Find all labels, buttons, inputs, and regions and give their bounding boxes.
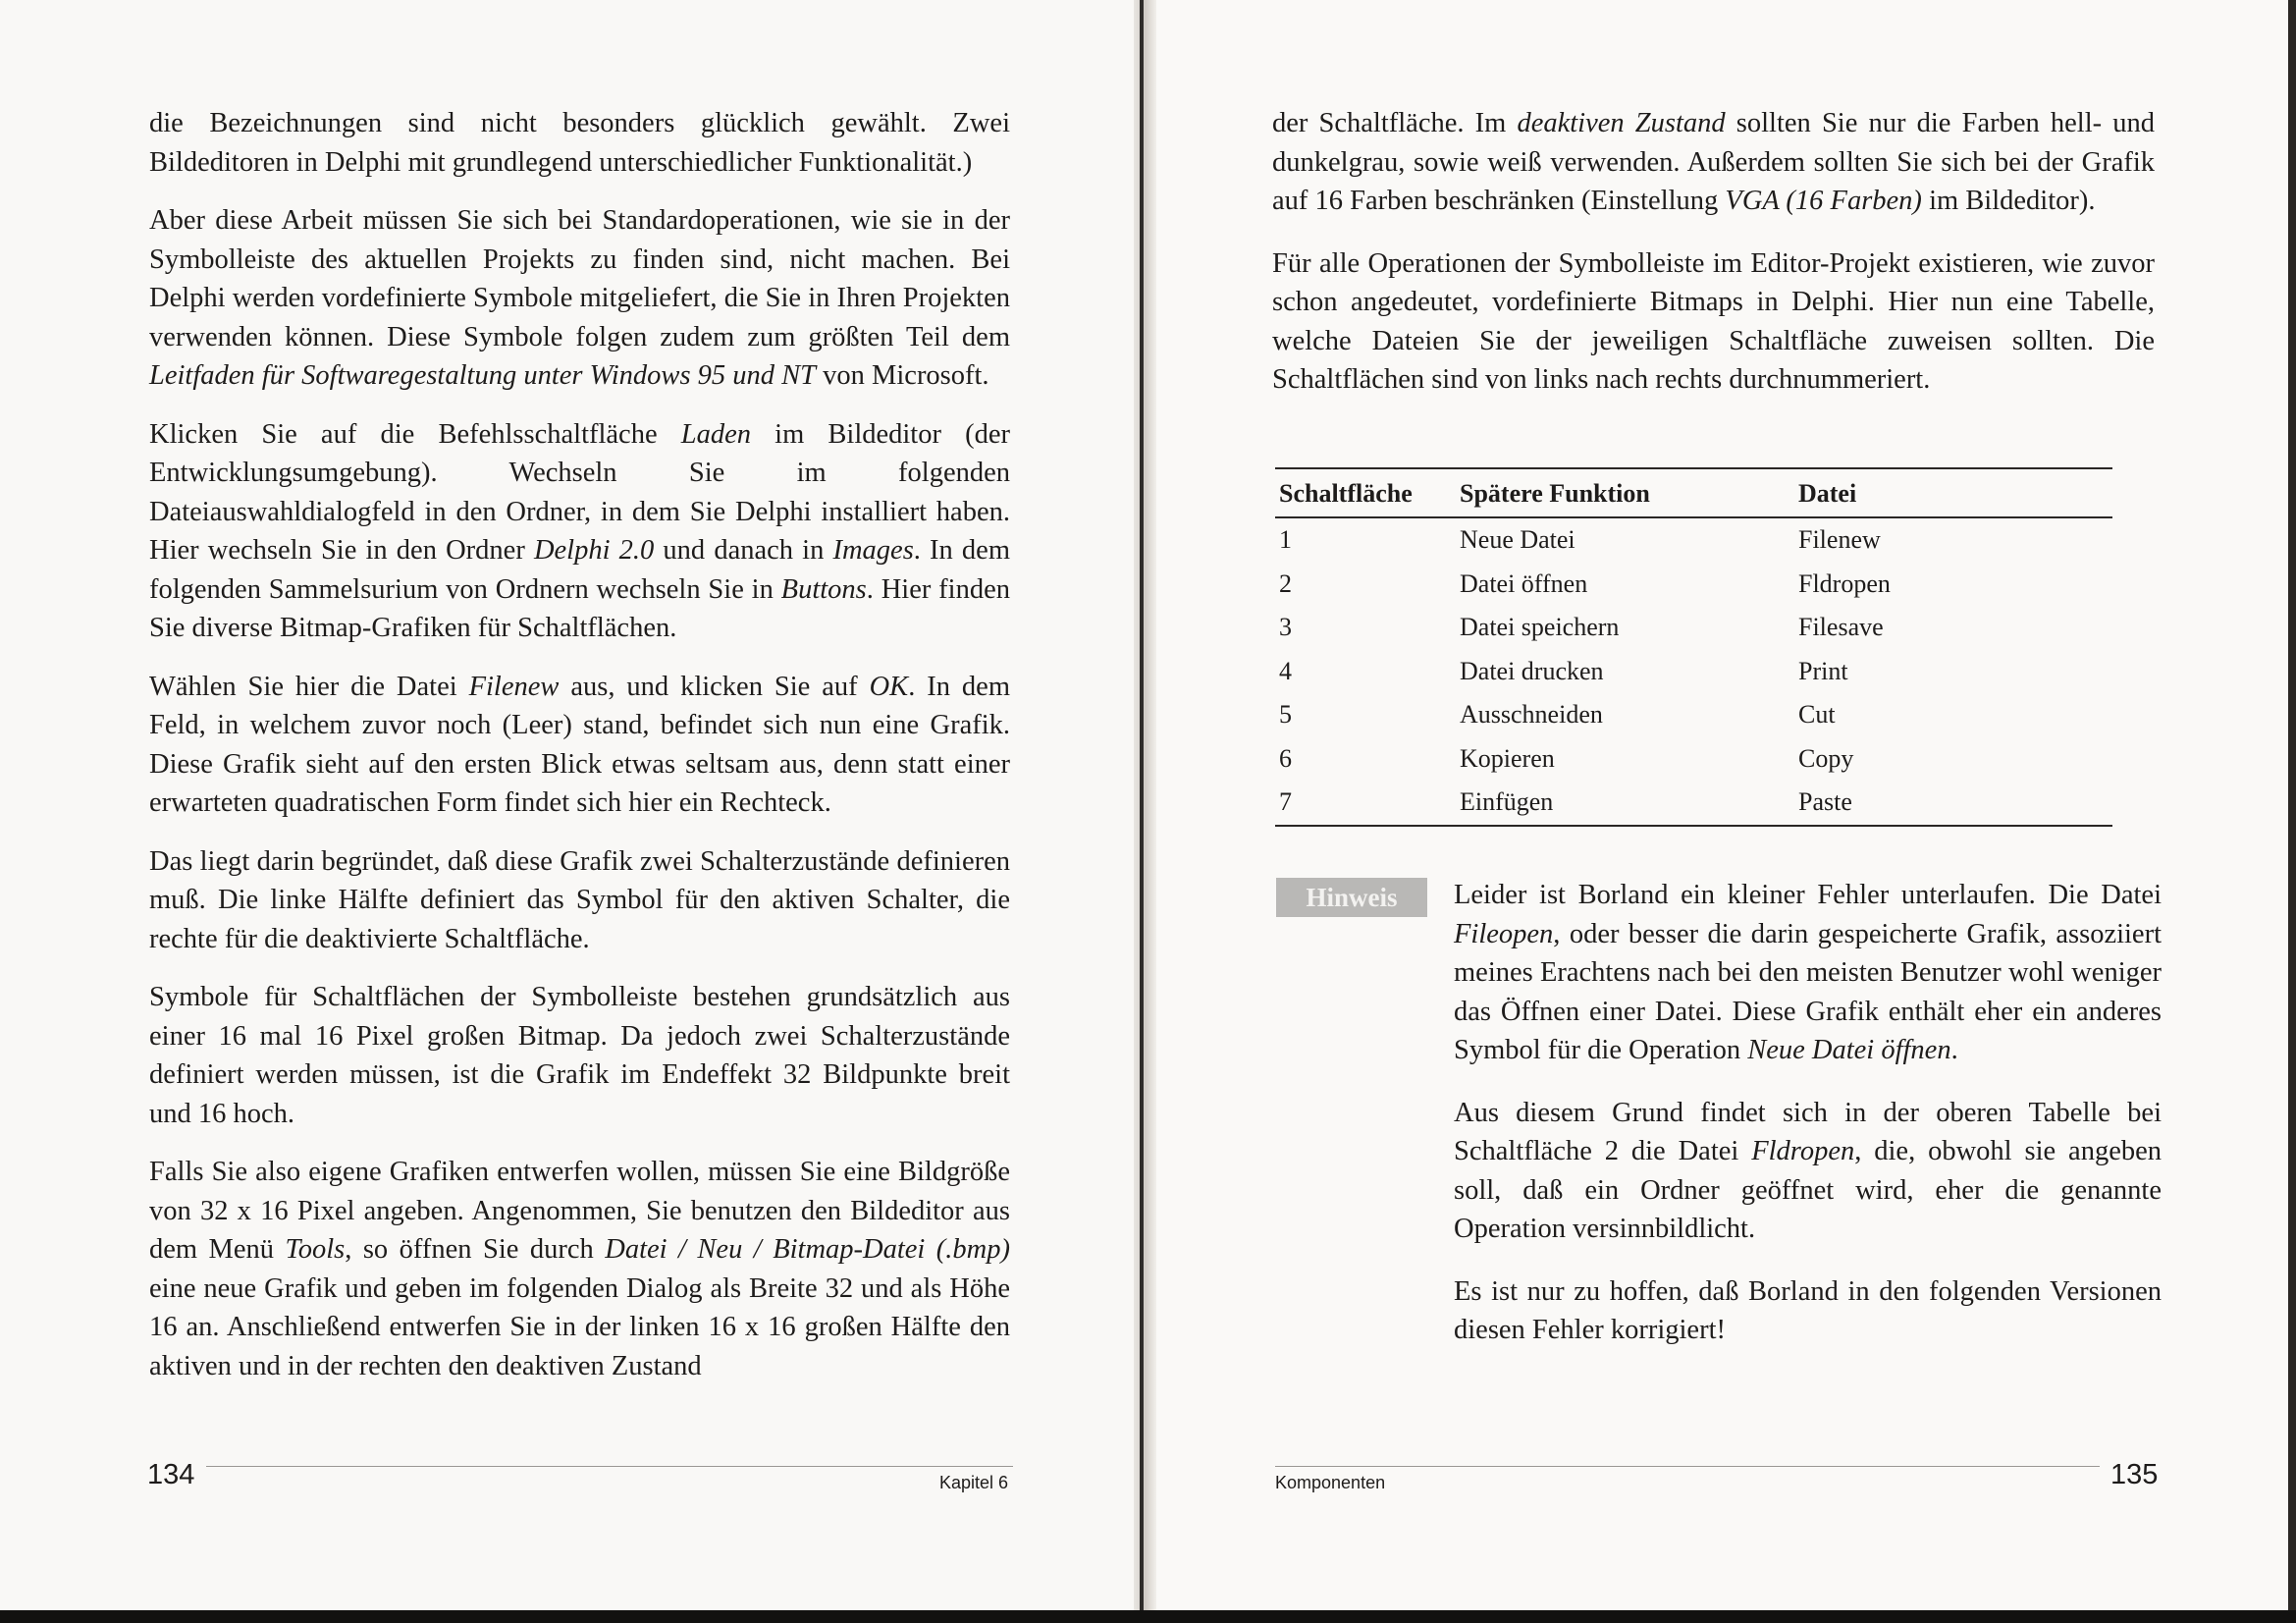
cell-file: Filenew — [1798, 525, 1881, 555]
italic-text: OK — [869, 671, 909, 702]
italic-text: Datei / Neu / Bitmap-Datei (.bmp) — [605, 1234, 1010, 1265]
italic-text: VGA (16 Farben) — [1725, 186, 1922, 216]
text-run: Aber diese Arbeit müssen Sie sich bei Standardoperationen, wie sie in der Symbolleiste des aktuellen Projekts zu finden sind, nicht machen. Bei Delphi werden vordefinierte Symbole mitgeliefert, die Sie in Ihren Projekten verwenden können. Diese Symbole folgen zudem zum größten Teil dem — [149, 205, 1010, 352]
cell-function: Einfügen — [1456, 781, 1794, 826]
cell-file: Paste — [1794, 781, 2112, 826]
table-header-row — [1275, 468, 2112, 517]
text-run: Das liegt darin begründet, daß diese Grafik zwei Schalterzustände definieren muß. Die linke Hälfte definiert das Symbol für den aktiven Schalter, die rechte für die deaktivierte Schaltfläche. — [149, 845, 1010, 954]
text-run: . In dem folgenden Sammelsurium von Ordnern wechseln Sie in — [149, 535, 1011, 605]
text-run: Es ist nur zu hoffen, daß Borland in den folgenden Versionen diesen Fehler korrigiert! — [1454, 1275, 2162, 1345]
text-run: Für alle Operationen der Symbolleiste im Editor-Projekt existieren, wie zuvor schon angedeutet, vordefinierte Bitmaps in Delphi. Hier nun eine Tabelle, welche Dateien Sie der jeweiligen Schaltfläche zuweisen sollten. Die Schaltflächen sind von links nach rechts durchnummeriert. — [1272, 247, 2155, 395]
header-schaltflaeche: Schaltfläche — [1275, 468, 1456, 517]
text-run: , oder besser die darin gespeicherte Grafik, assoziiert meines Erachtens nach bei den meisten Benutzer wohl weniger das Öffnen einer Datei. Diese Grafik enthält eher ein anderes Symbol für die Operation — [1454, 918, 2162, 1065]
cell-number: 2 — [1279, 568, 1292, 598]
paragraph — [149, 978, 1010, 1133]
right-running-footer: Komponenten — [1275, 1473, 1386, 1492]
cell-number: 3 — [1279, 613, 1292, 642]
right-footer-rule — [1275, 1466, 2100, 1467]
text-run: Wählen Sie hier die Datei — [149, 671, 469, 702]
text-run: . Hier finden Sie diverse Bitmap-Grafiken für Schaltflächen. — [149, 573, 1010, 643]
cell-function: Datei öffnen — [1460, 568, 1588, 598]
hint-body — [1454, 876, 2162, 1350]
paragraph — [149, 201, 1010, 396]
cell-file: Cut — [1798, 700, 1836, 730]
italic-text: deaktiven Zustand — [1517, 108, 1726, 138]
table-row — [1275, 693, 2112, 737]
italic-text: Laden — [680, 418, 751, 450]
table-row — [1275, 737, 2112, 782]
header-datei: Datei — [1794, 468, 2112, 517]
book-gutter — [1134, 0, 1156, 1623]
cell-function: Ausschneiden — [1460, 700, 1603, 730]
cell-function: Datei speichern — [1460, 613, 1620, 642]
italic-text: Neue Datei öffnen — [1747, 1035, 1951, 1065]
cell-function: Kopieren — [1460, 743, 1555, 773]
text-run: Klicken Sie auf die Befehlsschaltfläche — [149, 418, 681, 450]
text-run: sollten Sie nur die Farben hell- und dunkelgrau, sowie weiß verwenden. Außerdem sollten Sie sich bei der Grafik auf 16 Farben beschränken (Einstellung — [1272, 108, 2155, 216]
text-run: im Bildeditor). — [1921, 186, 2096, 216]
button-file-table — [1275, 467, 2112, 827]
left-page-body — [149, 104, 1010, 1385]
italic-text: Leitfaden für Softwaregestaltung unter Windows 95 und NT — [149, 360, 817, 391]
cell-number: 6 — [1279, 743, 1292, 773]
italic-text: Fileopen — [1454, 918, 1554, 949]
binding-line — [1140, 0, 1144, 1623]
table-row — [1275, 517, 2112, 563]
text-run: , die, obwohl sie angeben soll, daß ein Ordner geöffnet wird, eher die genannte Operation versinnbildlicht. — [1454, 1136, 2162, 1244]
text-run: und danach in — [654, 535, 833, 566]
paragraph — [149, 104, 1010, 182]
cell-function: Neue Datei — [1460, 525, 1575, 555]
right-page-body — [1272, 104, 2155, 400]
text-run: Symbole für Schaltflächen der Symbolleiste bestehen grundsätzlich aus einer 16 mal 16 Pixel großen Bitmap. Da jedoch zwei Schalterzustände definiert werden müssen, ist die Grafik im Endeffekt 32 Bildpunkte breit und 16 hoch. — [149, 982, 1010, 1129]
header-funktion: Spätere Funktion — [1456, 468, 1794, 517]
italic-text: Buttons — [780, 573, 867, 605]
cell-number: 4 — [1279, 656, 1292, 685]
text-run: Falls Sie also eigene Grafiken entwerfen wollen, müssen Sie eine Bildgröße von 32 x 16 Pixel angeben. Angenommen, Sie benutzen den Bildeditor aus dem Menü — [149, 1157, 1010, 1265]
text-run: von Microsoft. — [816, 360, 989, 391]
paragraph — [149, 842, 1010, 959]
cell-function: Datei drucken — [1460, 656, 1604, 685]
text-run: Aus diesem Grund findet sich in der oberen Tabelle bei Schaltfläche 2 die Datei — [1454, 1097, 2162, 1166]
scan-edge-right — [2288, 0, 2296, 1623]
paragraph — [149, 1153, 1010, 1385]
right-page-number: 135 — [2110, 1459, 2159, 1490]
cell-number: 7 — [1275, 781, 1456, 826]
italic-text: Images — [832, 535, 914, 566]
paragraph — [149, 415, 1010, 648]
text-run: die Bezeichnungen sind nicht besonders glücklich gewählt. Zwei Bildeditoren in Delphi mit grundlegend unterschiedlicher Funktionalität.) — [149, 108, 1010, 178]
text-run: aus, und klicken Sie auf — [559, 671, 870, 702]
cell-file: Copy — [1798, 743, 1854, 773]
italic-text: Filenew — [468, 671, 560, 702]
cell-file: Filesave — [1798, 613, 1884, 642]
scan-edge-bottom — [0, 1610, 2296, 1623]
italic-text: Tools — [285, 1234, 346, 1265]
table-row — [1275, 781, 2112, 826]
table-row — [1275, 650, 2112, 694]
text-run: Leider ist Borland ein kleiner Fehler unterlaufen. Die Datei — [1454, 880, 2162, 910]
text-run: im Bildeditor (der Entwicklungsumgebung). Wechseln Sie im folgenden Dateiauswahldialogfeld in den Ordner, in dem Sie Delphi installiert haben. Hier wechseln Sie in den Ordner — [149, 418, 1010, 566]
cell-file: Print — [1798, 656, 1848, 685]
text-run: . — [1950, 1035, 1958, 1065]
italic-text: Delphi 2.0 — [533, 535, 655, 566]
table-row — [1275, 606, 2112, 650]
paragraph — [1454, 1272, 2162, 1350]
text-run: . In dem Feld, in welchem zuvor noch (Leer) stand, befindet sich nun eine Grafik. Diese Grafik sieht auf den ersten Blick etwas seltsam aus, denn statt einer erwarteten quadratischen Form findet sich hier ein Rechteck. — [149, 671, 1010, 818]
left-footer-rule — [206, 1466, 1013, 1467]
hint-label: Hinweis — [1276, 878, 1427, 917]
table-row — [1275, 563, 2112, 607]
paragraph — [1272, 104, 2155, 221]
paragraph — [1454, 876, 2162, 1070]
left-running-footer: Kapitel 6 — [939, 1473, 1009, 1492]
left-page-number: 134 — [147, 1459, 195, 1490]
text-run: eine neue Grafik und geben im folgenden Dialog als Breite 32 und als Höhe 16 an. Anschließend entwerfen Sie in der linken 16 x 16 großen Hälfte den aktiven und in der rechten den deaktiven Zustand — [149, 1272, 1010, 1381]
text-run: der Schaltfläche. Im — [1272, 108, 1518, 138]
cell-number: 5 — [1279, 700, 1292, 730]
paragraph — [149, 668, 1010, 823]
paragraph — [1272, 244, 2155, 400]
cell-file: Fldropen — [1798, 568, 1891, 598]
paragraph — [1454, 1094, 2162, 1249]
italic-text: Fldropen — [1751, 1136, 1855, 1166]
text-run: , so öffnen Sie durch — [345, 1234, 606, 1265]
cell-number: 1 — [1279, 525, 1292, 555]
